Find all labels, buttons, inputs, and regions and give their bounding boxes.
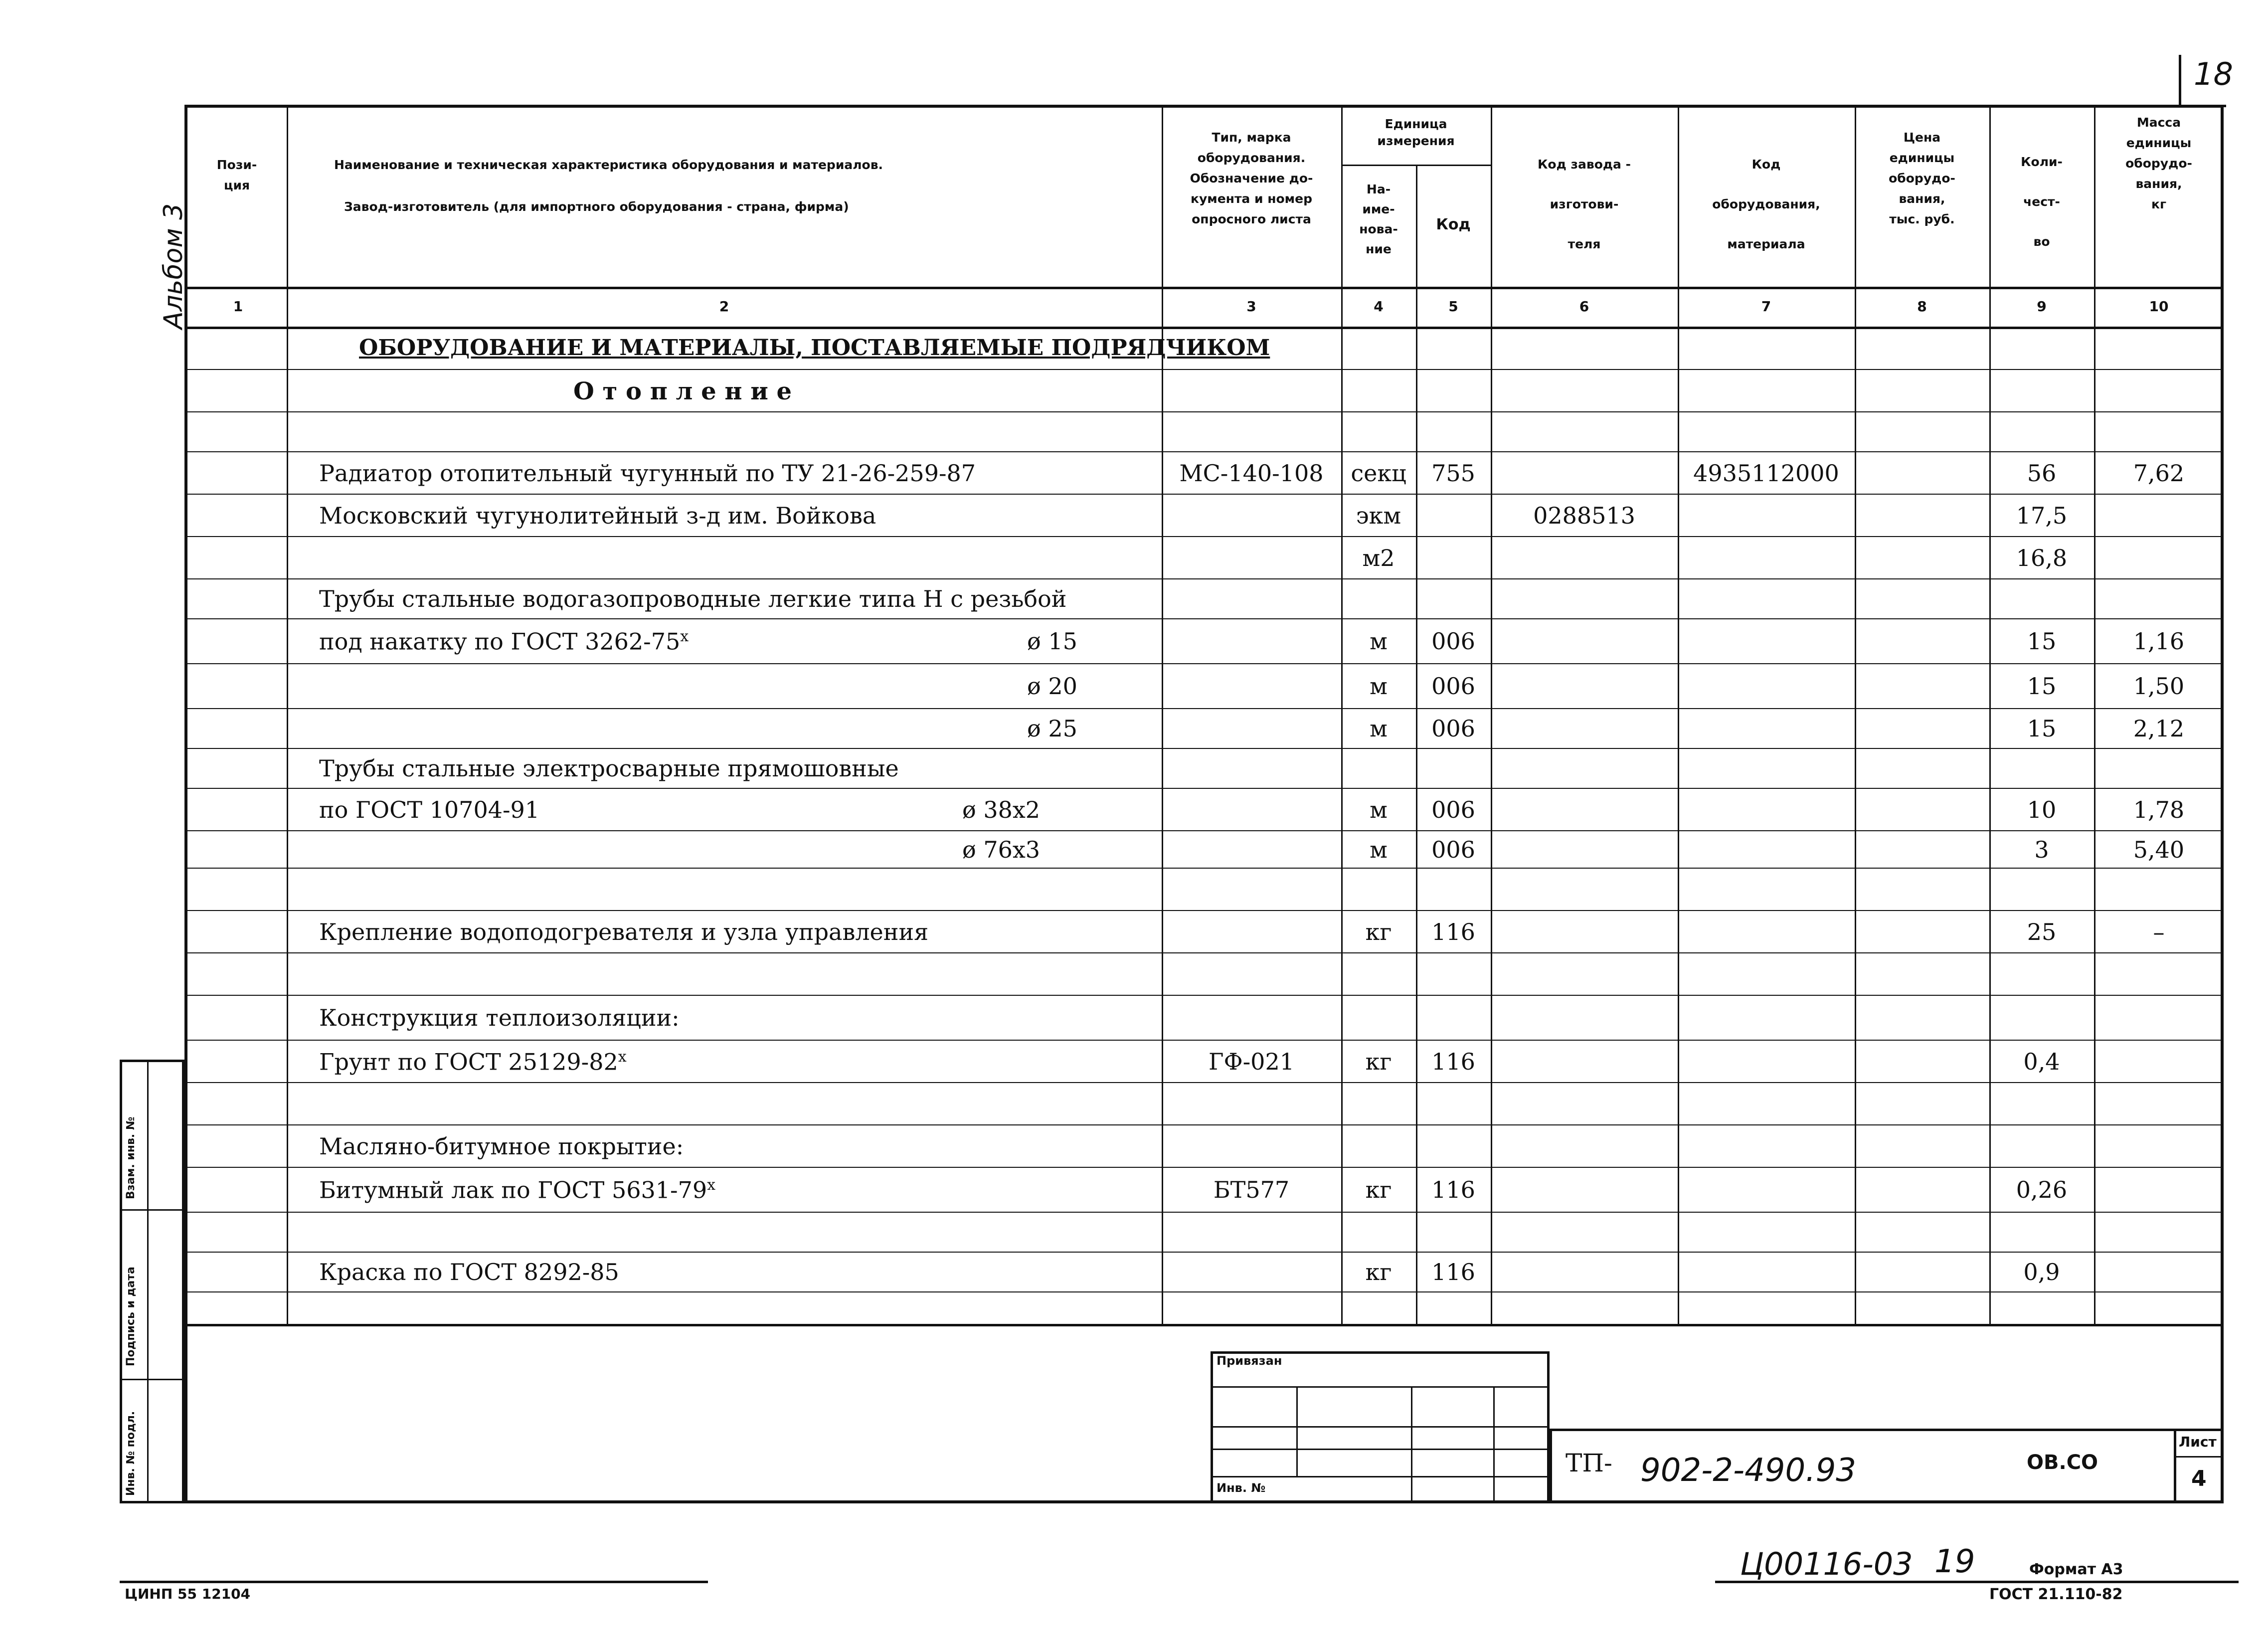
cell-unit: м <box>1370 796 1388 823</box>
cell-diameter: ø 38х2 <box>962 796 1041 823</box>
doc-number: 902-2-490.93 <box>1640 1452 1856 1489</box>
cell-code: 116 <box>1431 1176 1475 1203</box>
cell-unit: м2 <box>1362 544 1395 571</box>
stamp-podp: Подпись и дата <box>125 1267 137 1366</box>
col-number-10: 10 <box>2149 298 2169 315</box>
cell-qty: 15 <box>2027 715 2057 742</box>
cell-code: 006 <box>1431 836 1475 863</box>
table-row <box>184 1212 2224 1252</box>
cell-unit: м <box>1370 715 1388 742</box>
hdr-unit-code: Код <box>1436 216 1471 233</box>
table-row <box>184 536 2224 578</box>
cell-equip-code: 4935112000 <box>1693 459 1839 487</box>
hdr-qty: Коли- чест- во <box>2021 155 2063 249</box>
cell-name: Трубы стальные водогазопроводные легкие типа Н с резьбой <box>319 585 1067 612</box>
cell-type: МС-140-108 <box>1179 459 1324 487</box>
col-number-6: 6 <box>1579 298 1589 315</box>
col-number-4: 4 <box>1374 298 1384 315</box>
cell-mass: 1,16 <box>2133 628 2185 655</box>
cell-mass: 1,50 <box>2133 673 2185 700</box>
cell-name: Масляно-битумное покрытие: <box>319 1132 684 1160</box>
hdr-equip-code: Код оборудования, материала <box>1712 157 1820 251</box>
cell-diameter: ø 25 <box>1027 715 1077 742</box>
cell-unit: экм <box>1356 502 1401 529</box>
hdr-pos: Пози- ция <box>216 158 257 192</box>
hdr-name-2: Завод-изготовитель (для импортного оборудования - страна, фирма) <box>344 199 849 214</box>
col-number-7: 7 <box>1761 298 1771 315</box>
table-row <box>184 830 2224 868</box>
col-number-3: 3 <box>1246 298 1256 315</box>
cell-unit: м <box>1370 628 1388 655</box>
cell-qty: 3 <box>2034 836 2049 863</box>
cell-unit: кг <box>1365 918 1392 945</box>
cell-code: 116 <box>1431 918 1475 945</box>
table-row <box>184 868 2224 910</box>
table-row <box>184 1291 2224 1324</box>
cell-name: Радиатор отопительный чугунный по ТУ 21-26-259-87 <box>319 459 976 487</box>
privyazan-label: Привязан <box>1217 1354 1282 1368</box>
table-row <box>184 1082 2224 1124</box>
cell-name: Трубы стальные электросварные прямошовные <box>319 755 899 782</box>
cell-name: по ГОСТ 10704-91 <box>319 796 540 823</box>
superscript-x: x <box>618 1048 627 1066</box>
doc-suffix: ОВ.СО <box>2027 1451 2098 1474</box>
sheet-no: 4 <box>2191 1466 2207 1491</box>
cell-qty: 17,5 <box>2016 502 2068 529</box>
cell-qty: 25 <box>2027 918 2057 945</box>
cell-qty: 10 <box>2027 796 2057 823</box>
album-label: Альбом 3 <box>159 203 188 329</box>
stamp-inv: Инв. № подл. <box>125 1411 137 1496</box>
col-number-1: 1 <box>233 298 243 315</box>
cell-mass: 2,12 <box>2133 715 2185 742</box>
cell-qty: 0,9 <box>2023 1259 2060 1285</box>
cell-name: Грунт по ГОСТ 25129-82$^x$ <box>319 1048 627 1075</box>
cell-diameter: ø 15 <box>1027 628 1077 655</box>
cell-name: О т о п л е н и е <box>573 377 792 405</box>
cell-name: Конструкция теплоизоляции: <box>319 1004 680 1031</box>
cell-qty: 0,26 <box>2016 1176 2068 1203</box>
stamp-vzam: Взам. инв. № <box>125 1116 137 1199</box>
hdr-mass: Масса единицы оборудо- вания, кг <box>2125 115 2192 211</box>
hdr-unit-name: На- име- нова- ние <box>1359 182 1398 256</box>
cell-qty: 56 <box>2027 459 2057 487</box>
sheet-label: Лист <box>2179 1434 2217 1450</box>
cell-name: под накатку по ГОСТ 3262-75$^x$ <box>319 628 689 655</box>
cell-code: 006 <box>1431 673 1475 700</box>
inv-no-label: Инв. № <box>1217 1481 1266 1495</box>
cell-name: Краска по ГОСТ 8292-85 <box>319 1259 619 1285</box>
cell-mass: – <box>2153 918 2165 945</box>
col-number-2: 2 <box>719 298 729 315</box>
table-row <box>184 663 2224 708</box>
footer-format: Формат А3 <box>2029 1561 2123 1578</box>
cell-diameter: ø 76х3 <box>962 836 1041 863</box>
cell-mass: 1,78 <box>2133 796 2185 823</box>
cell-code: 006 <box>1431 715 1475 742</box>
superscript-x: x <box>707 1176 716 1194</box>
col-number-5: 5 <box>1448 298 1458 315</box>
sheet-corner-number: 18 <box>2194 56 2233 92</box>
cell-unit: кг <box>1365 1259 1392 1285</box>
cell-code: 755 <box>1431 459 1475 487</box>
hdr-price: Цена единицы оборудо- вания, тыс. руб. <box>1889 130 1955 226</box>
cell-mass: 7,62 <box>2133 459 2185 487</box>
hdr-unit-group: Единица измерения <box>1377 117 1455 148</box>
cell-code: 116 <box>1431 1048 1475 1075</box>
cell-unit: кг <box>1365 1048 1392 1075</box>
table-row <box>184 369 2224 411</box>
table-row <box>184 708 2224 748</box>
table-row <box>184 411 2224 451</box>
superscript-x: x <box>680 628 689 645</box>
cell-code: 006 <box>1431 628 1475 655</box>
cell-name: ОБОРУДОВАНИЕ И МАТЕРИАЛЫ, ПОСТАВЛЯЕМЫЕ ПОДРЯДЧИКОМ <box>359 335 1270 361</box>
hdr-type: Тип, марка оборудования. Обозначение до- кумента и номер опросного листа <box>1190 130 1313 226</box>
cell-name: Московский чугунолитейный з-д им. Войкова <box>319 502 876 529</box>
cell-factory-code: 0288513 <box>1533 502 1635 529</box>
footer-gost: ГОСТ 21.110-82 <box>1989 1586 2123 1603</box>
cell-qty: 16,8 <box>2016 544 2068 571</box>
cell-name: Крепление водоподогревателя и узла управления <box>319 918 929 945</box>
footer-cinp: ЦИНП 55 12104 <box>125 1586 251 1602</box>
col-number-8: 8 <box>1917 298 1927 315</box>
col-number-9: 9 <box>2037 298 2047 315</box>
cell-mass: 5,40 <box>2133 836 2185 863</box>
cell-code: 006 <box>1431 796 1475 823</box>
table-row <box>184 952 2224 995</box>
footer-hand-page: 19 <box>1934 1543 1975 1580</box>
cell-diameter: ø 20 <box>1027 673 1077 700</box>
cell-type: БТ577 <box>1213 1176 1290 1203</box>
cell-unit: секц <box>1351 459 1406 487</box>
hdr-factory-code: Код завода - изготови- теля <box>1537 157 1631 251</box>
doc-prefix: ТП- <box>1566 1449 1612 1477</box>
cell-qty: 0,4 <box>2023 1048 2060 1075</box>
hdr-name-1: Наименование и техническая характеристика оборудования и материалов. <box>334 158 883 172</box>
cell-qty: 15 <box>2027 628 2057 655</box>
cell-type: ГФ-021 <box>1209 1048 1294 1075</box>
cell-name: Битумный лак по ГОСТ 5631-79$^x$ <box>319 1176 716 1204</box>
footer-hand-code: Ц00116-03 <box>1740 1546 1913 1582</box>
cell-qty: 15 <box>2027 673 2057 700</box>
cell-code: 116 <box>1431 1259 1475 1285</box>
cell-unit: м <box>1370 673 1388 700</box>
cell-unit: кг <box>1365 1176 1392 1203</box>
cell-unit: м <box>1370 836 1388 863</box>
